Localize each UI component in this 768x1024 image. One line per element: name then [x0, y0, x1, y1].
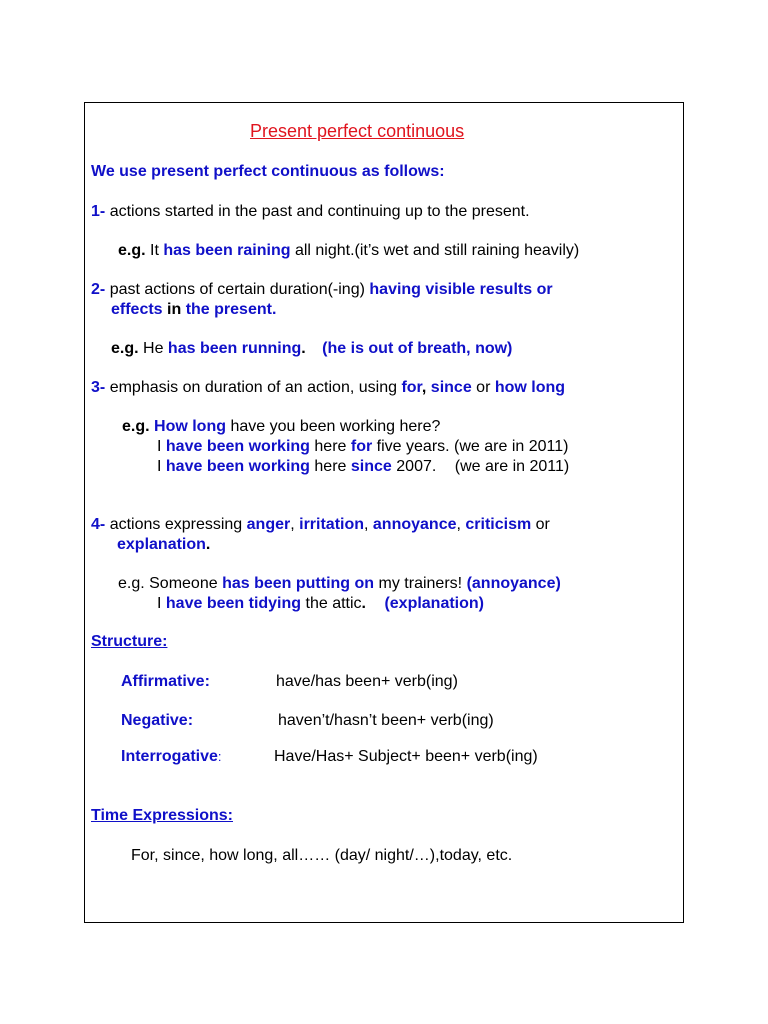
rule-4: 4- actions expressing anger, irritation, annoyance, criticism or [91, 516, 550, 533]
form-text: have/has been+ verb(ing) [276, 673, 458, 690]
example-text: here [314, 458, 347, 475]
structure-heading [91, 632, 167, 652]
time-expressions-list: For, since, how long, all…… (day/ night/…),today, etc. [131, 847, 513, 864]
negative-form [278, 711, 494, 731]
negative-label [121, 711, 193, 731]
intro-text: We use present perfect continuous as follows: [91, 163, 445, 180]
rule-3-example-1 [122, 417, 440, 437]
rule-text: in [167, 301, 182, 318]
rule-text: or [535, 516, 550, 533]
example-text: e.g. Someone [118, 575, 218, 592]
example-text: the attic [305, 595, 362, 612]
label-text: Interrogative [121, 748, 218, 765]
example-highlight: since [350, 458, 392, 475]
example-highlight: has been putting on [222, 575, 375, 592]
example-text: . [361, 595, 366, 612]
eg-label: e.g. [111, 340, 139, 357]
form-text: Have/Has+ Subject+ been+ verb(ing) [274, 748, 538, 765]
form-text: haven’t/hasn’t been+ verb(ing) [278, 712, 494, 729]
title-text: Present perfect continuous [250, 121, 465, 141]
rule-text: or [476, 379, 491, 396]
example-text: I [157, 458, 162, 475]
rule-2-example [111, 339, 512, 359]
example-text: I [157, 438, 162, 455]
example-note: (explanation) [384, 595, 484, 612]
keyword: annoyance [372, 516, 457, 533]
example-text: my trainers! [378, 575, 463, 592]
example-note: (annoyance) [466, 575, 561, 592]
example-note: (he is out of breath, now) [322, 340, 513, 357]
example-text: It [150, 242, 159, 259]
label-text: Affirmative: [121, 673, 210, 690]
rule-2-cont [111, 300, 276, 320]
rule-text: actions started in the past and continuing up to the present. [109, 203, 530, 220]
time-expressions-heading [91, 806, 233, 826]
document-frame [84, 102, 684, 923]
keyword: irritation [299, 516, 365, 533]
rule-text: past actions of certain duration(-ing) [109, 281, 365, 298]
rule-3 [91, 378, 565, 398]
rule-number: 2- [91, 281, 106, 298]
rule-highlight: having visible results or [369, 281, 553, 298]
rule-text: . [205, 536, 211, 553]
time-expressions-text [131, 846, 512, 866]
rule-4-example-1 [118, 574, 561, 594]
label-text: Negative: [121, 712, 194, 729]
keyword: explanation [117, 536, 206, 553]
heading-text: Structure: [91, 633, 168, 650]
rule-2 [91, 280, 553, 300]
keyword: how long [494, 379, 566, 396]
example-text: all night.(it’s wet and still raining heavily) [294, 242, 580, 259]
keyword: anger [246, 516, 291, 533]
keyword: criticism [465, 516, 532, 533]
eg-label: e.g. [122, 418, 150, 435]
interrogative-label [121, 747, 222, 767]
rule-1-example [118, 241, 579, 261]
rule-4-example-2 [157, 594, 484, 614]
example-text: . [301, 340, 306, 357]
rule-number: 3- [91, 379, 106, 396]
intro-line [91, 162, 445, 182]
example-highlight: have been tidying [165, 595, 302, 612]
label-colon: : [217, 749, 222, 764]
example-highlight: have been working [165, 458, 310, 475]
example-highlight: for [350, 438, 373, 455]
page-title [250, 121, 464, 141]
keyword: for [401, 379, 422, 396]
example-text: have you been working here? [230, 418, 441, 435]
eg-label: e.g. [118, 242, 146, 259]
example-highlight: has been raining [163, 242, 291, 259]
example-highlight: has been running [167, 340, 302, 357]
interrogative-form [274, 747, 538, 767]
rule-3-example-2 [157, 437, 568, 457]
rule-1 [91, 202, 530, 222]
rule-number: 4- [91, 516, 106, 533]
affirmative-label [121, 672, 210, 692]
rule-text: emphasis on duration of an action, using [109, 379, 397, 396]
keyword: since [430, 379, 472, 396]
example-note: (we are in 2011) [454, 458, 570, 475]
rule-3-example-3 [157, 457, 569, 477]
example-highlight: How long [154, 418, 226, 435]
example-highlight: have been working [165, 438, 310, 455]
example-text: He [143, 340, 164, 357]
rule-text: actions expressing [109, 516, 243, 533]
rule-highlight: effects [111, 301, 163, 318]
rule-number: 1- [91, 203, 106, 220]
example-text: here [314, 438, 347, 455]
rule-highlight: the present. [185, 301, 277, 318]
affirmative-form [276, 672, 458, 692]
example-text: five years. (we are in 2011) [376, 438, 569, 455]
heading-text: Time Expressions: [91, 807, 233, 824]
example-text: 2007. [396, 458, 437, 475]
rule-4-cont [117, 535, 210, 555]
example-text: I [157, 595, 162, 612]
rule-text: , [421, 379, 427, 396]
